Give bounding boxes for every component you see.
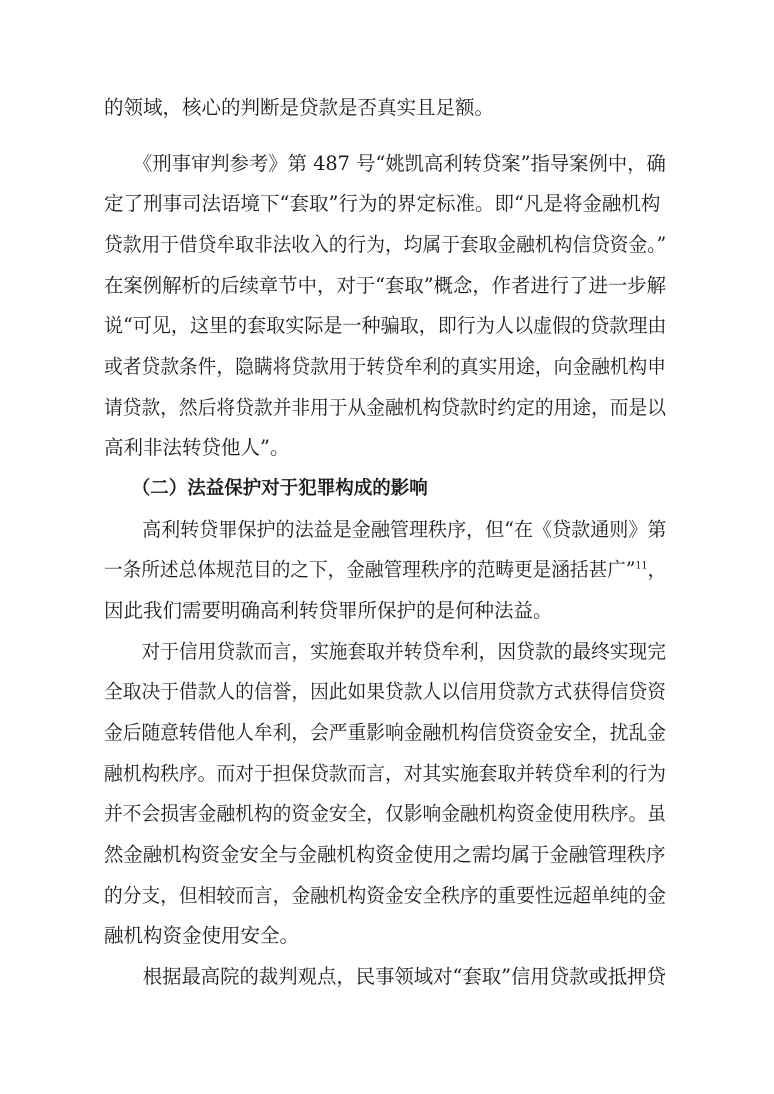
paragraph-line: 并不会损害金融机构的资金安全，仅影响金融机构资金使用秩序。虽 [104, 802, 667, 825]
paragraph-line: 说“可见，这里的套取实际是一种骗取，即行为人以虚假的贷款理由 [104, 314, 667, 337]
paragraph-line: 或者贷款条件，隐瞒将贷款用于转贷牟利的真实用途，向金融机构申 [104, 355, 667, 378]
paragraph-line: 金后随意转借他人牟利，会严重影响金融机构信贷资金安全，扰乱金 [104, 721, 667, 744]
paragraph-line: 《刑事审判参考》第 487 号“姚凯高利转贷案”指导案例中，确 [104, 152, 666, 175]
paragraph-line: 因此我们需要明确高利转贷罪所保护的是何种法益。 [104, 599, 553, 622]
paragraph-line: 融机构秩序。而对于担保贷款而言，对其实施套取并转贷牟利的行为 [104, 762, 667, 785]
paragraph-line: 全取决于借款人的信誉，因此如果贷款人以信用贷款方式获得信贷资 [104, 680, 667, 703]
paragraph-line: 高利转贷罪保护的法益是金融管理秩序，但“在《贷款通则》第 [104, 518, 667, 541]
line-text: 一条所述总体规范目的之下，金融管理秩序的范畴更是涵括甚广” [104, 558, 636, 581]
paragraph-line: 然金融机构资金安全与金融机构资金使用之需均属于金融管理秩序 [104, 843, 666, 866]
paragraph-line: 在案例解析的后续章节中，对于“套取”概念，作者进行了进一步解 [104, 274, 666, 297]
footnote-reference: 11 [635, 560, 648, 572]
paragraph-line: 融机构资金使用安全。 [104, 924, 300, 947]
paragraph-line: 定了刑事司法语境下“套取”行为的界定标准。即“凡是将金融机构 [104, 192, 661, 215]
paragraph-line: 根据最高院的裁判观点，民事领域对“套取”信用贷款或抵押贷 [104, 965, 666, 988]
line-punctuation: ， [647, 558, 667, 581]
paragraph-line: 对于信用贷款而言，实施套取并转贷牟利，因贷款的最终实现完 [104, 640, 667, 663]
paragraph-line [104, 550, 667, 590]
paragraph-line: 的分支，但相较而言，金融机构资金安全秩序的重要性远超单纯的金 [104, 884, 667, 907]
paragraph-line: 贷款用于借贷牟取非法收入的行为，均属于套取金融机构信贷资金。” [104, 233, 667, 256]
paragraph-line: 高利非法转贷他人”。 [104, 436, 290, 459]
paragraph-line: 的领域，核心的判断是贷款是否真实且足额。 [104, 96, 495, 119]
section-heading: （二）法益保护对于犯罪构成的影响 [104, 478, 428, 499]
paragraph-line: 请贷款，然后将贷款并非用于从金融机构贷款时约定的用途，而是以 [104, 396, 667, 419]
